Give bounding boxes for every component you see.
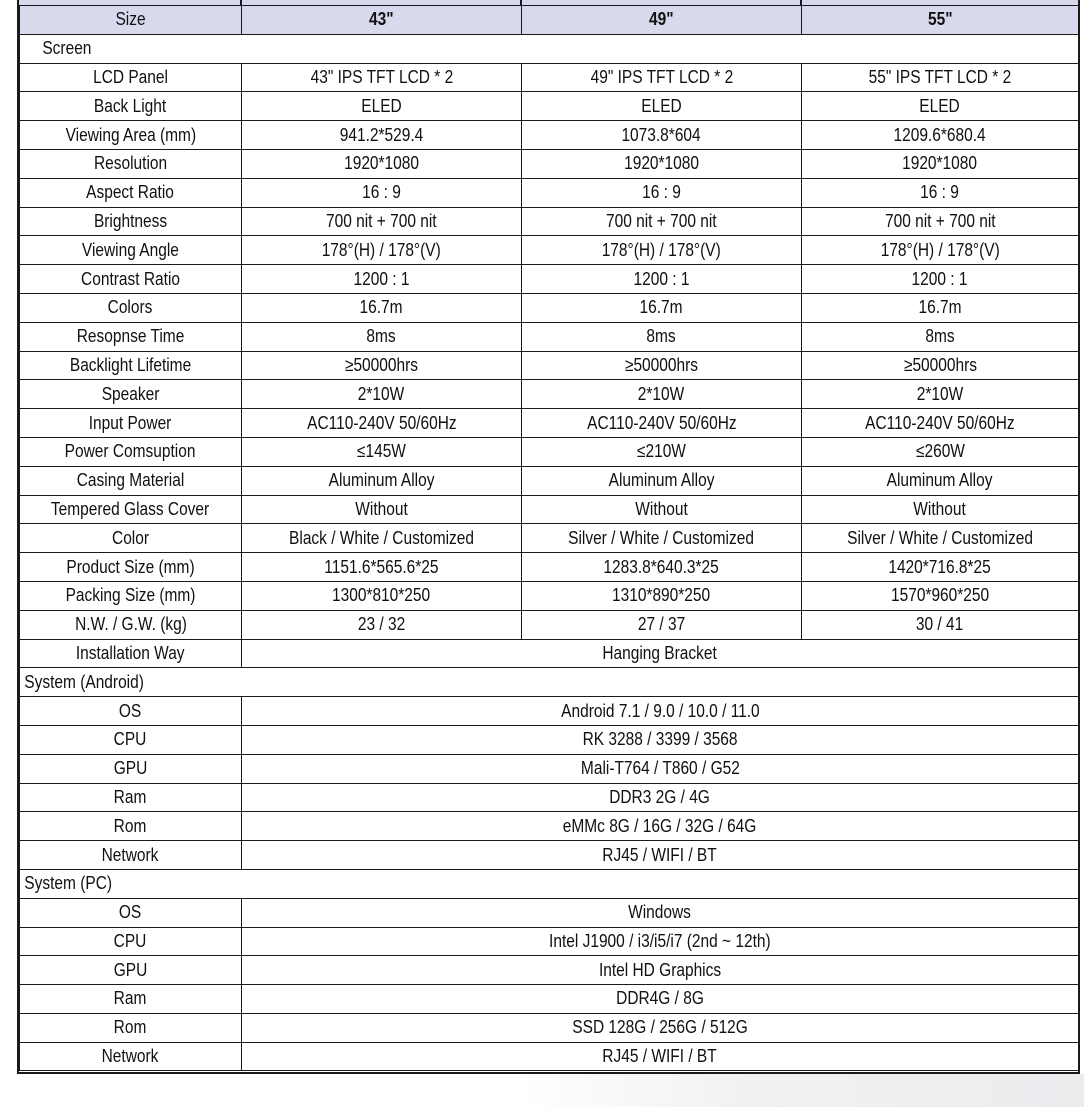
spec-label-text: Network <box>102 1046 159 1067</box>
spec-value <box>522 380 802 409</box>
spec-value <box>522 437 802 466</box>
spec-value <box>522 293 802 322</box>
table-row <box>20 697 1079 726</box>
table-row <box>20 437 1079 466</box>
spec-label <box>20 293 242 322</box>
spec-value <box>242 92 522 121</box>
spec-label <box>20 553 242 582</box>
spec-label-text: N.W. / G.W. (kg) <box>74 614 187 635</box>
spec-value <box>242 178 522 207</box>
spec-table <box>19 5 1079 1071</box>
spec-label <box>20 898 242 927</box>
spec-value <box>802 524 1079 553</box>
spec-value <box>242 63 522 92</box>
spec-value <box>522 610 802 639</box>
spec-value-text: 1920*1080 <box>902 153 978 174</box>
spec-value-text: Aluminum Alloy <box>608 470 715 491</box>
spec-value-text: 178°(H) / 178°(V) <box>880 239 1000 260</box>
spec-value <box>242 322 522 351</box>
spec-label-text: Speaker <box>101 383 160 404</box>
spec-value-text: 16.7m <box>359 297 404 318</box>
spec-label-text: Contrast Ratio <box>81 268 180 289</box>
spec-value-text: 30 / 41 <box>916 614 964 635</box>
spec-value-text: Hanging Bracket <box>602 642 718 663</box>
spec-value-text: Aluminum Alloy <box>887 470 993 491</box>
table-row <box>20 92 1079 121</box>
header-col-55-text: 55" <box>927 9 953 30</box>
spec-label-text: Installation Way <box>76 642 185 663</box>
header-col-43 <box>242 6 522 35</box>
spec-value-text: 16.7m <box>639 297 684 318</box>
spec-value <box>242 466 522 495</box>
table-row <box>20 524 1079 553</box>
table-row <box>20 927 1079 956</box>
spec-label <box>20 725 242 754</box>
spec-value <box>522 92 802 121</box>
spec-value <box>802 207 1079 236</box>
spec-value-text: Aluminum Alloy <box>328 470 435 491</box>
spec-value-text: 2*10W <box>916 383 964 404</box>
spec-label <box>20 697 242 726</box>
spec-value <box>802 553 1079 582</box>
section-row-screen <box>20 34 1079 63</box>
spec-value <box>242 812 1079 841</box>
spec-value <box>802 495 1079 524</box>
spec-value-text: ≥50000hrs <box>344 354 419 375</box>
spec-value-text: Mali-T764 / T860 / G52 <box>580 758 740 779</box>
spec-value <box>242 841 1079 870</box>
spec-value <box>242 495 522 524</box>
spec-value-text: Windows <box>628 902 692 923</box>
spec-value-text: 27 / 37 <box>637 614 686 635</box>
spec-label <box>20 92 242 121</box>
table-row <box>20 985 1079 1014</box>
header-col-55 <box>802 6 1079 35</box>
spec-value <box>242 265 522 294</box>
spec-value-text: 1200 : 1 <box>912 268 968 289</box>
spec-value <box>242 437 522 466</box>
spec-value <box>242 985 1079 1014</box>
spec-label-text: Casing Material <box>76 470 185 491</box>
spec-value-text: RJ45 / WIFI / BT <box>602 1046 718 1067</box>
section-title-android-text: System (Android) <box>24 671 144 692</box>
spec-value <box>522 466 802 495</box>
spec-value-text: 16.7m <box>918 297 962 318</box>
spec-label <box>20 121 242 150</box>
table-row <box>20 553 1079 582</box>
spec-label-text: LCD Panel <box>93 66 168 87</box>
table-row <box>20 495 1079 524</box>
spec-value <box>242 783 1079 812</box>
spec-label-text: Tempered Glass Cover <box>51 498 210 519</box>
spec-value-text: ≤145W <box>357 441 406 462</box>
spec-label <box>20 437 242 466</box>
spec-value-text: 16 : 9 <box>362 182 401 203</box>
spec-value-text: 1920*1080 <box>344 153 419 174</box>
spec-label <box>20 754 242 783</box>
spec-label-text: Brightness <box>93 210 168 231</box>
spec-label-text: Resopnse Time <box>76 326 185 347</box>
spec-value <box>242 956 1079 985</box>
spec-label-text: Backlight Lifetime <box>69 354 192 375</box>
spec-value <box>802 437 1079 466</box>
spec-label <box>20 1042 242 1071</box>
spec-value <box>242 639 1079 668</box>
spec-value-text: RJ45 / WIFI / BT <box>602 844 718 865</box>
spec-value <box>522 265 802 294</box>
spec-value-text: Silver / White / Customized <box>568 527 755 548</box>
spec-value <box>242 236 522 265</box>
spec-value-text: AC110-240V 50/60Hz <box>306 412 457 433</box>
spec-value <box>802 610 1079 639</box>
spec-value-text: ≥50000hrs <box>903 354 977 375</box>
spec-value-text: 1200 : 1 <box>633 268 690 289</box>
spec-value-text: 700 nit + 700 nit <box>884 210 996 231</box>
spec-value <box>802 581 1079 610</box>
spec-value <box>522 495 802 524</box>
spec-value <box>802 466 1079 495</box>
spec-value <box>242 898 1079 927</box>
table-row <box>20 1042 1079 1071</box>
spec-value-text: Intel HD Graphics <box>598 959 722 980</box>
spec-value-text: 55" IPS TFT LCD * 2 <box>868 66 1012 87</box>
table-row <box>20 121 1079 150</box>
spec-label-text: Viewing Area (mm) <box>65 124 196 145</box>
spec-value-text: Intel J1900 / i3/i5/i7 (2nd ~ 12th) <box>549 930 771 951</box>
table-row <box>20 293 1079 322</box>
spec-value-text: SSD 128G / 256G / 512G <box>572 1017 748 1038</box>
spec-value-text: 49" IPS TFT LCD * 2 <box>590 66 733 87</box>
spec-value <box>242 610 522 639</box>
spec-value <box>242 725 1079 754</box>
header-col-43-text: 43" <box>369 9 394 30</box>
spec-value-text: 1200 : 1 <box>353 268 410 289</box>
spec-value-text: AC110-240V 50/60Hz <box>586 412 737 433</box>
spec-label-text: Resolution <box>93 153 168 174</box>
spec-value-text: 700 nit + 700 nit <box>326 210 437 231</box>
spec-value-text: 178°(H) / 178°(V) <box>601 239 722 260</box>
spec-label <box>20 524 242 553</box>
spec-label-text: Ram <box>114 988 147 1009</box>
spec-label <box>20 236 242 265</box>
spec-value <box>802 351 1079 380</box>
table-row <box>20 812 1079 841</box>
section-row-android <box>20 668 1079 697</box>
spec-label-text: GPU <box>113 758 148 779</box>
spec-value-text: eMMc 8G / 16G / 32G / 64G <box>563 815 757 836</box>
table-row <box>20 409 1079 438</box>
header-label <box>20 6 242 35</box>
spec-value-text: 1209.6*680.4 <box>893 124 987 145</box>
spec-value-text: 1920*1080 <box>624 153 699 174</box>
spec-value <box>242 1042 1079 1071</box>
spec-value-text: 1283.8*640.3*25 <box>603 556 720 577</box>
spec-label-text: CPU <box>114 729 147 750</box>
spec-value-text: ≤210W <box>637 441 686 462</box>
spec-value-text: 8ms <box>646 326 677 347</box>
spec-value <box>522 236 802 265</box>
spec-value <box>242 351 522 380</box>
spec-label <box>20 466 242 495</box>
spec-value <box>242 149 522 178</box>
section-row-pc <box>20 869 1079 898</box>
spec-value <box>242 380 522 409</box>
spec-label <box>20 149 242 178</box>
table-row <box>20 178 1079 207</box>
spec-value-text: AC110-240V 50/60Hz <box>865 412 1015 433</box>
spec-value-text: 1570*960*250 <box>890 585 990 606</box>
spec-value <box>802 63 1079 92</box>
spec-label-text: OS <box>119 902 142 923</box>
spec-value-text: ELED <box>919 95 961 116</box>
spec-value <box>522 409 802 438</box>
spec-value-text: Without <box>355 498 408 519</box>
spec-label <box>20 178 242 207</box>
spec-value <box>242 207 522 236</box>
spec-value-text: ≤260W <box>915 441 965 462</box>
spec-value-text: 178°(H) / 178°(V) <box>321 239 442 260</box>
spec-value-text: 16 : 9 <box>642 182 681 203</box>
spec-label <box>20 639 242 668</box>
spec-value <box>522 553 802 582</box>
table-row <box>20 380 1079 409</box>
spec-value <box>522 322 802 351</box>
spec-label-text: OS <box>119 700 142 721</box>
spec-value <box>522 581 802 610</box>
spec-value-text: 23 / 32 <box>357 614 406 635</box>
spec-label <box>20 207 242 236</box>
spec-value-text: 2*10W <box>638 383 685 404</box>
spec-value-text: 1073.8*604 <box>621 124 702 145</box>
spec-value-text: Without <box>913 498 967 519</box>
spec-value <box>522 351 802 380</box>
spec-value <box>802 409 1079 438</box>
spec-value-text: Without <box>635 498 688 519</box>
spec-value <box>802 293 1079 322</box>
spec-label <box>20 265 242 294</box>
spec-table-body <box>20 6 1079 1071</box>
spec-value <box>242 1013 1079 1042</box>
spec-label <box>20 812 242 841</box>
spec-label-text: Ram <box>114 786 147 807</box>
table-row <box>20 236 1079 265</box>
table-row <box>20 725 1079 754</box>
table-row <box>20 207 1079 236</box>
spec-label <box>20 1013 242 1042</box>
spec-value <box>522 207 802 236</box>
spec-label <box>20 581 242 610</box>
spec-label <box>20 409 242 438</box>
spec-label-text: GPU <box>113 959 148 980</box>
table-row <box>20 639 1079 668</box>
spec-label-text: Color <box>111 527 149 548</box>
spec-value-text: 8ms <box>366 326 397 347</box>
section-title-screen <box>20 34 1079 63</box>
table-row <box>20 956 1079 985</box>
spec-value <box>522 121 802 150</box>
spec-label-text: Packing Size (mm) <box>65 585 196 606</box>
header-col-49 <box>522 6 802 35</box>
spec-label <box>20 495 242 524</box>
table-row <box>20 783 1079 812</box>
spec-value <box>522 524 802 553</box>
spec-label <box>20 927 242 956</box>
spec-value-text: 941.2*529.4 <box>339 124 424 145</box>
spec-label-text: Rom <box>114 815 147 836</box>
spec-value <box>242 293 522 322</box>
spec-value <box>802 92 1079 121</box>
spec-value <box>802 265 1079 294</box>
spec-value <box>802 380 1079 409</box>
spec-label-text: Viewing Angle <box>82 239 179 260</box>
spec-value <box>242 754 1079 783</box>
spec-value <box>522 178 802 207</box>
spec-value-text: ELED <box>641 95 682 116</box>
spec-label <box>20 380 242 409</box>
spec-sheet <box>17 0 1080 1074</box>
table-row <box>20 466 1079 495</box>
spec-value <box>242 581 522 610</box>
spec-label <box>20 322 242 351</box>
spec-value <box>242 553 522 582</box>
section-title-pc-text: System (PC) <box>24 873 113 894</box>
table-row <box>20 322 1079 351</box>
table-row <box>20 149 1079 178</box>
spec-value-text: 2*10W <box>358 383 405 404</box>
spec-value-text: ≥50000hrs <box>624 354 699 375</box>
spec-label <box>20 610 242 639</box>
table-row <box>20 754 1079 783</box>
spec-value <box>242 927 1079 956</box>
spec-label-text: Network <box>102 844 159 865</box>
spec-label-text: Product Size (mm) <box>66 556 195 577</box>
table-row <box>20 841 1079 870</box>
spec-value <box>802 236 1079 265</box>
spec-value-text: DDR3 2G / 4G <box>609 786 711 807</box>
spec-label <box>20 783 242 812</box>
page-shadow <box>520 1074 1084 1107</box>
header-label-text: Size <box>115 9 146 30</box>
section-title-pc <box>20 869 1079 898</box>
spec-value-text: 16 : 9 <box>920 182 960 203</box>
table-row <box>20 610 1079 639</box>
spec-value <box>242 409 522 438</box>
spec-value <box>242 524 522 553</box>
spec-value-text: DDR4G / 8G <box>616 988 704 1009</box>
spec-value <box>242 697 1079 726</box>
section-title-screen-text: Screen <box>42 38 92 59</box>
spec-label-text: Rom <box>114 1017 147 1038</box>
spec-value-text: 1151.6*565.6*25 <box>324 556 439 577</box>
spec-value-text: 43" IPS TFT LCD * 2 <box>310 66 453 87</box>
spec-value-text: ELED <box>361 95 402 116</box>
spec-value <box>522 149 802 178</box>
spec-value-text: Android 7.1 / 9.0 / 10.0 / 11.0 <box>560 700 760 721</box>
spec-value-text: Black / White / Customized <box>289 527 474 548</box>
spec-label-text: CPU <box>114 930 147 951</box>
spec-label-text: Back Light <box>94 95 167 116</box>
spec-value <box>802 121 1079 150</box>
spec-value-text: 1310*890*250 <box>612 585 711 606</box>
table-row <box>20 351 1079 380</box>
spec-label <box>20 985 242 1014</box>
table-row <box>20 581 1079 610</box>
spec-value-text: Silver / White / Customized <box>847 527 1033 548</box>
spec-value-text: 700 nit + 700 nit <box>606 210 717 231</box>
header-col-49-text: 49" <box>649 9 674 30</box>
spec-label-text: Power Comsuption <box>65 441 196 462</box>
spec-value <box>802 178 1079 207</box>
header-row <box>20 6 1079 35</box>
spec-value <box>522 63 802 92</box>
spec-value <box>242 121 522 150</box>
table-row <box>20 898 1079 927</box>
spec-value-text: 8ms <box>925 326 955 347</box>
spec-label-text: Aspect Ratio <box>86 182 175 203</box>
spec-label-text: Colors <box>108 297 153 318</box>
section-title-android <box>20 668 1079 697</box>
spec-value <box>802 322 1079 351</box>
table-row <box>20 63 1079 92</box>
table-row <box>20 265 1079 294</box>
spec-label <box>20 956 242 985</box>
spec-value <box>802 149 1079 178</box>
spec-label <box>20 63 242 92</box>
spec-label <box>20 841 242 870</box>
spec-value-text: RK 3288 / 3399 / 3568 <box>582 729 738 750</box>
spec-value-text: 1300*810*250 <box>332 585 431 606</box>
spec-label-text: Input Power <box>89 412 172 433</box>
spec-value-text: 1420*716.8*25 <box>888 556 992 577</box>
spec-label <box>20 351 242 380</box>
table-row <box>20 1013 1079 1042</box>
